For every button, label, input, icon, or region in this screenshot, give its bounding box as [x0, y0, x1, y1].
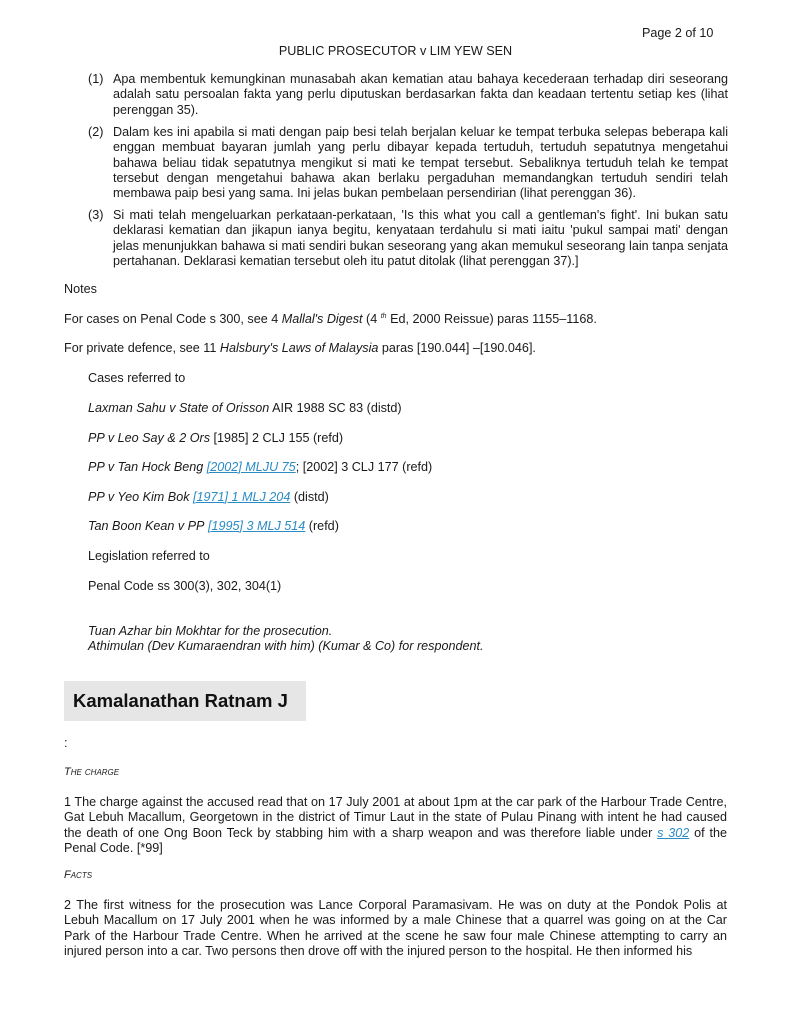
held-number: (3) — [88, 208, 104, 222]
held-item — [88, 72, 728, 118]
held-text: Si mati telah mengeluarkan perkataan-perkataan, 'Is this what you call a gentleman's fight'. Ini bukan satu deklarasi kematian dan jikapun ianya begitu, kenyataan terdahulu si mati iaitu 'pukul sampai mati' dengan jelas menunjukkan bahawa si mati sendiri bukan seseorang yang akan memukul seseorang lain tanpa senjata pertahanan. Deklarasi kematian tersebut oleh itu patut ditolak (lihat perenggan 37).] — [113, 208, 728, 268]
held-text: Dalam kes ini apabila si mati dengan paip besi telah berjalan keluar ke tempat terbuka selepas beberapa kali enggan membuat bayaran jumlah yang perlu dibayar kepada tertuduh, tertuduh sepatutnya mengetahui bahawa beliau tidak sepatutnya mengikut si mati ke tempat tersebut. Sebaliknya tertuduh telah ke tempat tersebut dengan mengetahui bahawa akan berlaku pergaduhan memandangkan tertuduh sendiri telah membawa paip besi yang sama. Ini jelas bukan pembelaan persendirian (lihat perenggan 36). — [113, 125, 728, 201]
judge-heading — [64, 681, 306, 721]
counsel-prosecution: Tuan Azhar bin Mokhtar for the prosecution. — [88, 624, 333, 638]
held-number: (2) — [88, 125, 104, 139]
case-item: PP v Yeo Kim Bok [1971] 1 MLJ 204 (distd) — [88, 490, 329, 504]
cases-heading: Cases referred to — [88, 371, 186, 385]
held-item — [88, 208, 728, 269]
held-text: Apa membentuk kemungkinan munasabah akan kematian atau bahaya kecederaan terhadap diri seseorang adalah satu persoalan fakta yang perlu diputuskan berdasarkan fakta dan keadaan tertentu setiap kes (lihat perenggan 35). — [113, 72, 728, 117]
paragraph-2: 2 The first witness for the prosecution was Lance Corporal Paramasivam. He was on duty at the Pondok Polis at Lebuh Macallum on 17 July 2001 when he was informed by a male Chinese that a quarrel was going on at the Car Park of the Harbour Trade Centre. When he arrived at the scene he saw four male Chinese attempting to carry an injured person into a car. Two persons then drove off with the injured person to the hospital. He then informed his — [64, 898, 727, 958]
paragraph-1: 1 The charge against the accused read that on 17 July 2001 at about 1pm at the car park of the Harbour Trade Centre, Gat Lebuh Macallum, Georgetown in the district of Timur Laut in the state of Pulau Pinang with intent he had caused the death of one Ong Boon Teck by stabbing him with a sharp weapon and was therefore liable under s 302 of the Penal Code. [*99] — [64, 795, 727, 855]
case-item: Laxman Sahu v State of Orisson AIR 1988 SC 83 (distd) — [88, 401, 402, 415]
judge-name: Kamalanathan Ratnam J — [73, 690, 288, 711]
running-title: PUBLIC PROSECUTOR v LIM YEW SEN — [278, 44, 513, 58]
note-mallal: For cases on Penal Code s 300, see 4 Mallal's Digest (4 $^{th}$ Ed, 2000 Reissue) paras 1155–1168. — [64, 312, 597, 326]
section-heading-charge: The charge — [64, 766, 120, 778]
held-item — [88, 125, 728, 201]
case-item: PP v Tan Hock Beng [2002] MLJU 75; [2002] 3 CLJ 177 (refd) — [88, 460, 433, 474]
colon: : — [64, 736, 68, 750]
case-item: Tan Boon Kean v PP [1995] 3 MLJ 514 (refd) — [88, 519, 339, 533]
notes-heading: Notes — [64, 282, 97, 296]
held-number: (1) — [88, 72, 104, 86]
case-citation-link[interactable]: [1995] 3 MLJ 514 — [207, 519, 306, 533]
section-link[interactable]: s 302 — [657, 825, 690, 840]
legislation-heading: Legislation referred to — [88, 549, 210, 563]
case-item: PP v Leo Say & 2 Ors [1985] 2 CLJ 155 (refd) — [88, 431, 344, 445]
section-heading-facts: Facts — [64, 869, 93, 881]
legislation-item: Penal Code ss 300(3), 302, 304(1) — [88, 579, 282, 593]
case-citation-link[interactable]: [2002] MLJU 75 — [206, 460, 296, 474]
note-halsbury: For private defence, see 11 Halsbury's Laws of Malaysia paras [190.044] –[190.046]. — [64, 341, 536, 355]
case-citation-link[interactable]: [1971] 1 MLJ 204 — [193, 490, 291, 504]
page-number: Page 2 of 10 — [642, 26, 714, 40]
counsel-respondent: Athimulan (Dev Kumaraendran with him) (Kumar & Co) for respondent. — [88, 639, 484, 653]
